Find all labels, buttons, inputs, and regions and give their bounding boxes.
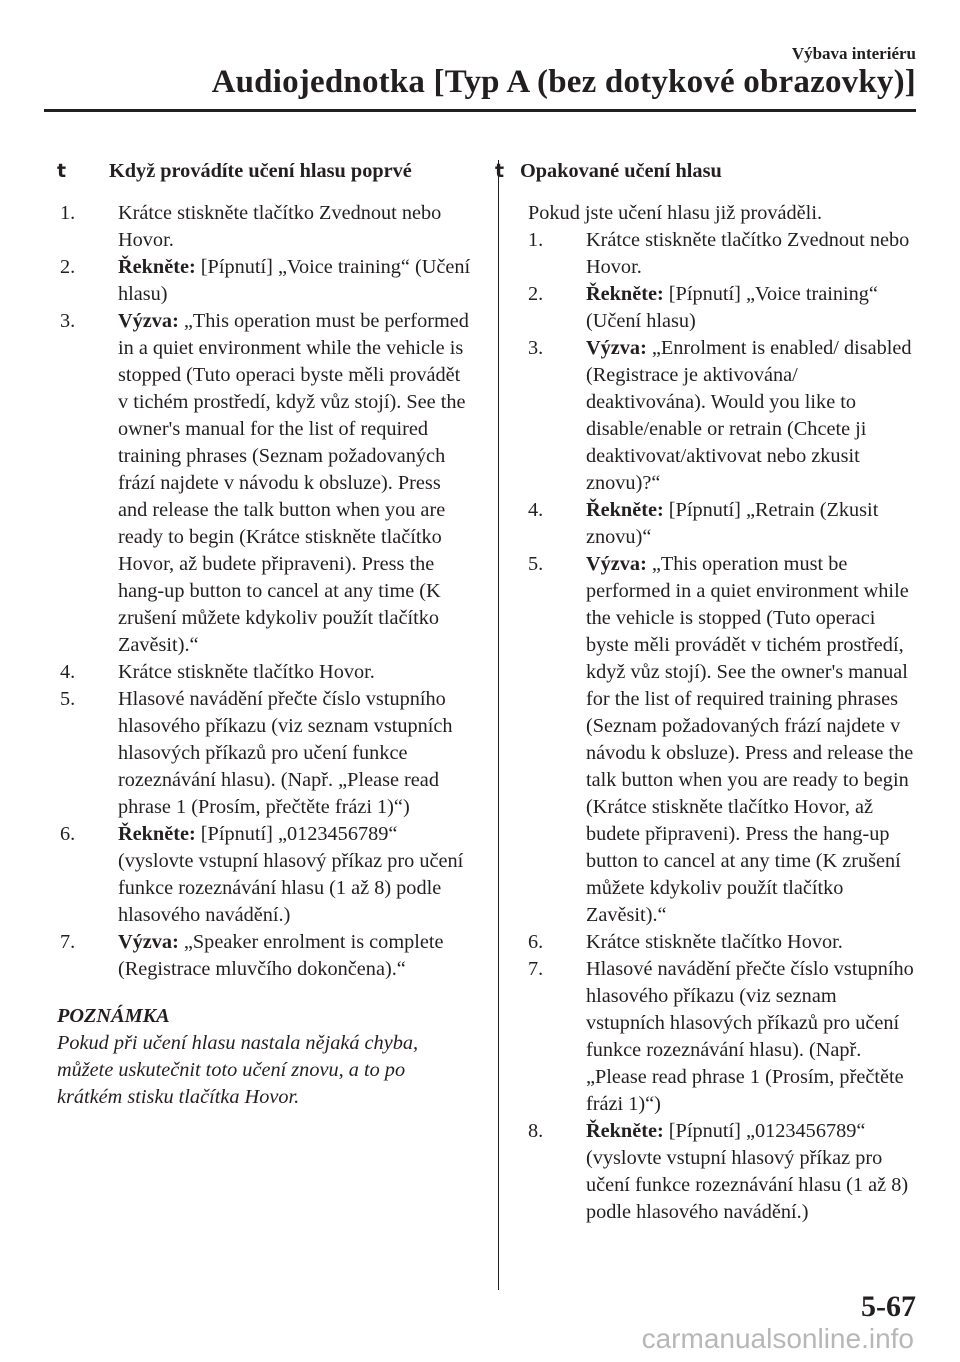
step-number: 7. <box>60 931 76 953</box>
step-keyword: Výzva: <box>118 931 179 953</box>
list-item <box>57 821 471 929</box>
list-item <box>57 254 471 308</box>
step-keyword: Řekněte: <box>118 823 196 845</box>
right-steps-list <box>528 227 920 1226</box>
step-text: „This operation must be performed in a quiet environment while the vehicle is stopped (Tuto operaci byste měli provádět v tichém prostředí, když vůz stojí). See the owner's manual for the list of required training phrases (Seznam požadovaných frází najdete v návodu k obsluze). Press and release the talk button when you are ready to begin (Krátce stiskněte tlačítko Hovor, až budete připraveni). Press the hang-up button to cancel at any time (K zrušení můžete kdykoliv použít tlačítko Zavěsit).“ <box>118 310 469 656</box>
step-number: 1. <box>528 229 544 251</box>
step-number: 8. <box>528 1120 544 1142</box>
right-intro: Pokud jste učení hlasu již prováděli. <box>528 202 823 224</box>
page-number: 5-67 <box>861 1290 916 1323</box>
section-marker-icon: t <box>57 160 67 182</box>
step-keyword: Výzva: <box>586 553 647 575</box>
step-number: 7. <box>528 958 544 980</box>
step-text: [Pípnutí] „Retrain (Zkusit znovu)“ <box>586 499 879 548</box>
right-heading-text: Opakované učení hlasu <box>520 160 722 182</box>
list-item <box>57 200 471 254</box>
left-heading-text: Když provádíte učení hlasu poprvé <box>109 160 412 182</box>
right-section-heading <box>495 158 920 185</box>
step-number: 6. <box>528 931 544 953</box>
section-name: Výbava interiéru <box>791 44 916 63</box>
step-text: Krátce stiskněte tlačítko Zvednout nebo Hovor. <box>586 229 910 278</box>
list-item <box>528 929 920 956</box>
step-keyword: Řekněte: <box>118 256 196 278</box>
list-item <box>528 1118 920 1226</box>
step-number: 3. <box>60 310 76 332</box>
header-divider <box>44 109 916 112</box>
page-title: Audiojednotka [Typ A (bez dotykové obrazovky)] <box>211 64 916 100</box>
step-text: [Pípnutí] „0123456789“ (vyslovte vstupní hlasový příkaz pro učení funkce rozeznávání hlasu (1 až 8) podle hlasového navádění.) <box>118 823 464 926</box>
step-text: [Pípnutí] „0123456789“ (vyslovte vstupní hlasový příkaz pro učení funkce rozeznávání hlasu (1 až 8) podle hlasového navádění.) <box>586 1120 909 1223</box>
step-number: 4. <box>60 661 76 683</box>
step-text: „Speaker enrolment is complete (Registrace mluvčího dokončena).“ <box>118 931 444 980</box>
note-box <box>57 1003 471 1111</box>
note-text: Pokud při učení hlasu nastala nějaká chyba, můžete uskutečnit toto učení znovu, a to po krátkém stisku tlačítka Hovor. <box>57 1032 419 1108</box>
list-item <box>57 686 471 821</box>
left-steps-list <box>57 200 471 983</box>
step-number: 6. <box>60 823 76 845</box>
step-number: 3. <box>528 337 544 359</box>
left-column <box>57 158 471 1111</box>
step-text: Krátce stiskněte tlačítko Hovor. <box>118 661 375 683</box>
list-item <box>528 956 920 1118</box>
step-number: 2. <box>528 283 544 305</box>
right-column <box>495 158 920 1226</box>
column-divider <box>498 160 499 1290</box>
step-keyword: Výzva: <box>118 310 179 332</box>
step-text: „This operation must be performed in a quiet environment while the vehicle is stopped (Tuto operaci byste měli provádět v tichém prostředí, když vůz stojí). See the owner's manual for the list of required training phrases (Seznam požadovaných frází najdete v návodu k obsluze). Press and release the talk button when you are ready to begin (Krátce stiskněte tlačítko Hovor, až budete připraveni). Press the hang-up button to cancel at any time (K zrušení můžete kdykoliv použít tlačítko Zavěsit).“ <box>586 553 914 926</box>
step-text: Krátce stiskněte tlačítko Zvednout nebo Hovor. <box>118 202 442 251</box>
list-item <box>57 659 471 686</box>
section-marker-icon: t <box>495 160 505 182</box>
step-text: [Pípnutí] „Voice training“ (Učení hlasu) <box>118 256 471 305</box>
left-section-heading <box>57 158 471 185</box>
step-number: 1. <box>60 202 76 224</box>
list-item <box>528 335 920 497</box>
step-text: „Enrolment is enabled/ disabled (Registrace je aktivována/ deaktivována). Would you like to disable/enable or retrain (Chcete ji deaktivovat/aktivovat nebo zkusit znovu)?“ <box>586 337 912 494</box>
step-text: Hlasové navádění přečte číslo vstupního hlasového příkazu (viz seznam vstupních hlasových příkazů pro učení funkce rozeznávání hlasu). (Např. „Please read phrase 1 (Prosím, přečtěte frázi 1)“) <box>118 688 453 818</box>
step-keyword: Výzva: <box>586 337 647 359</box>
step-number: 2. <box>60 256 76 278</box>
step-keyword: Řekněte: <box>586 283 664 305</box>
step-number: 5. <box>60 688 76 710</box>
list-item <box>528 281 920 335</box>
list-item <box>57 929 471 983</box>
step-text: [Pípnutí] „Voice training“ (Učení hlasu) <box>586 283 878 332</box>
step-keyword: Řekněte: <box>586 499 664 521</box>
step-number: 4. <box>528 499 544 521</box>
step-text: Hlasové navádění přečte číslo vstupního hlasového příkazu (viz seznam vstupních hlasových příkazů pro učení funkce rozeznávání hlasu). (Např. „Please read phrase 1 (Prosím, přečtěte frázi 1)“) <box>586 958 914 1115</box>
list-item <box>528 497 920 551</box>
watermark-text: carmanualsonline.info <box>641 1323 914 1354</box>
list-item <box>528 551 920 929</box>
step-text: Krátce stiskněte tlačítko Hovor. <box>586 931 843 953</box>
step-number: 5. <box>528 553 544 575</box>
note-heading: POZNÁMKA <box>57 1005 170 1027</box>
step-keyword: Řekněte: <box>586 1120 664 1142</box>
list-item <box>528 227 920 281</box>
list-item <box>57 308 471 659</box>
